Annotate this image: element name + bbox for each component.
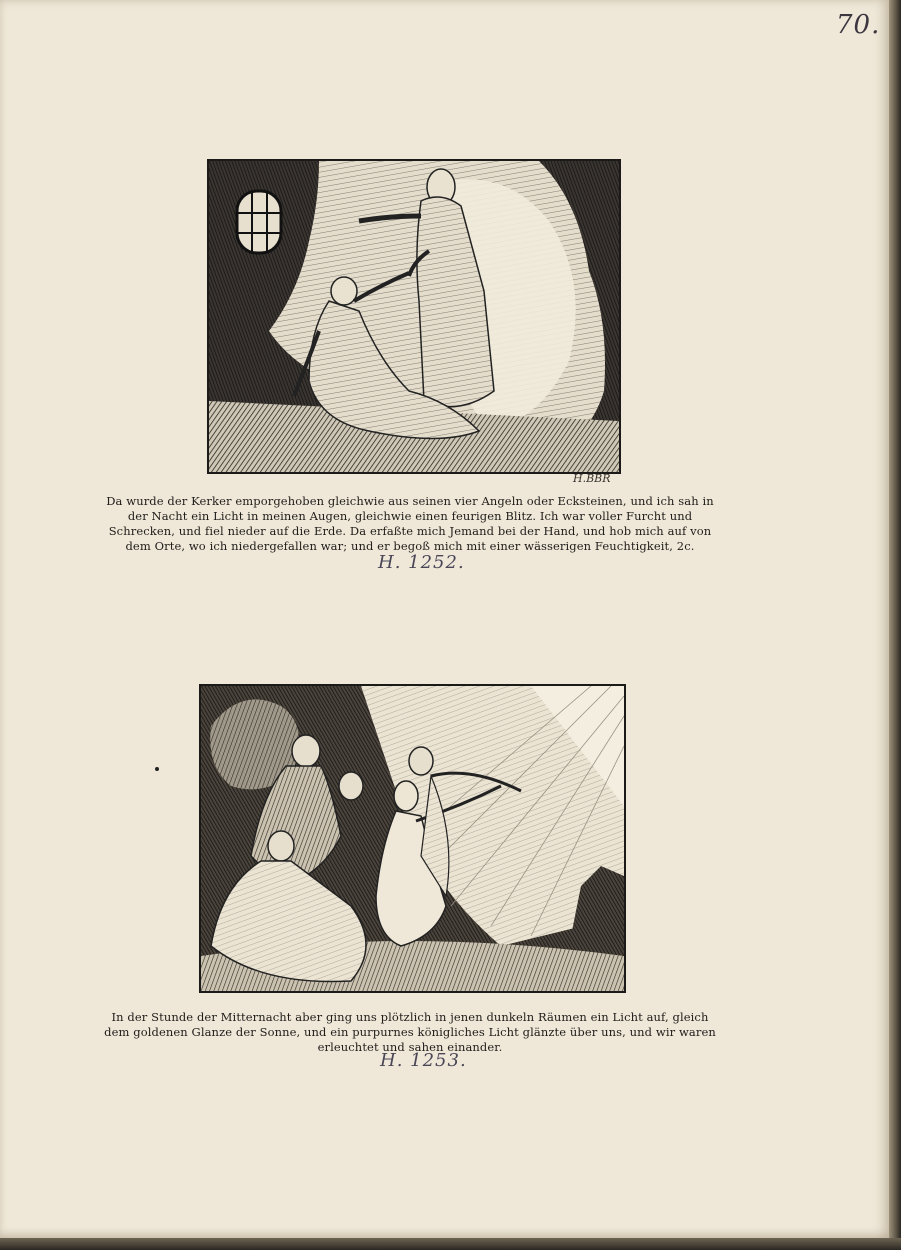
caption-1: Da wurde der Kerker emporgehoben gleichwie aus seinen vier Angeln oder Ecksteinen, und ich sah in der Nacht ein Licht in meinen Augen, gleichwie einen feurigen Blitz. Ich war voller Furcht und Schrecken, und fiel nieder auf die Erde. Da erfaßte mich Jemand bei der Hand, und hob mich auf von dem Orte, wo ich niedergefallen war; und er begoß mich mit einer wässerigen Feuchtigkeit, 2c. — [106, 494, 714, 553]
catalog-number-1: H. 1252. — [378, 552, 465, 573]
engraving-illustration-1 — [207, 159, 621, 474]
book-edge-right — [889, 0, 901, 1250]
page-number: 70. — [836, 10, 881, 40]
book-edge-bottom — [0, 1238, 901, 1250]
engraving-1-drawing — [209, 161, 619, 472]
ink-speck — [155, 767, 159, 771]
caption-2: In der Stunde der Mitternacht aber ging uns plötzlich in jenen dunkeln Räumen ein Licht auf, gleich dem goldenen Glanze der Sonne, und ein purpurnes königliches Licht glänzte über uns, und wir waren erleuchtet und sahen einander. — [104, 1010, 716, 1054]
catalog-number-2: H. 1253. — [380, 1050, 467, 1071]
engraving-2-drawing — [201, 686, 624, 991]
engraving-illustration-2 — [199, 684, 626, 993]
engraver-signature: H.BBR — [573, 472, 611, 485]
